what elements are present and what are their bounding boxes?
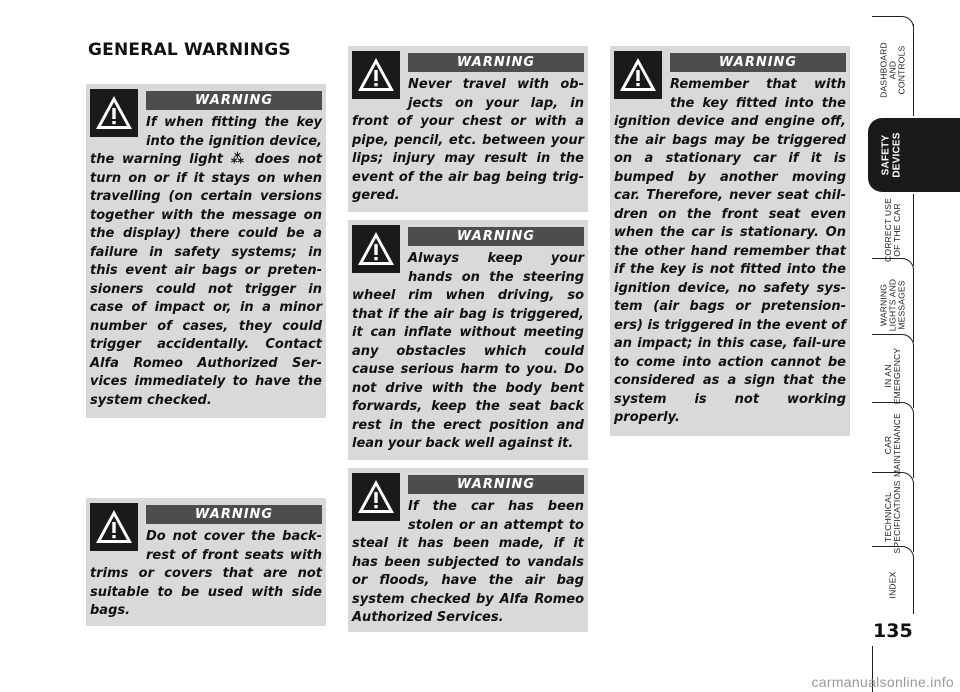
warning-heading: WARNING <box>146 91 322 110</box>
nav-tab-dashboard-and-controls[interactable] <box>872 24 914 116</box>
warning-text <box>90 114 322 410</box>
warning-box-seat-covers <box>86 498 326 626</box>
nav-tab-correct-use-of-the-car[interactable] <box>872 194 914 266</box>
warning-text-content: Remember that with the key fitted into the ignition device and engine off, the air bags may be triggered on a stationary car if it is bumped by another moving car. Therefore, never seat chil-dren on the front seat even when the car is stationary. On the other hand remember that if the key is not fitted into the ignition device, no safety sys-tem (air bags or pretension-ers) is triggered in the event of an impact; in this case, fail-ure to come into action cannot be considered as a sign that the system is not working properly. <box>614 77 846 425</box>
warning-box-stolen-car <box>348 468 588 632</box>
warning-heading: WARNING <box>670 53 846 72</box>
warning-text-content: Never travel with ob-jects on your lap, in front of your chest or with a pipe, pencil, etc. between your lips; injury may result in the event of the air bag being trig-gered. <box>352 77 584 203</box>
warning-text-content: If when fitting the key into the ignition device, the warning light ⁂ does not turn on or if it stays on when travelling (on certain versions together with the message on the display) there could be a failure in safety systems; in this event air bags or preten-sioners could not trigger in case of impact or, in a minor number of cases, they could trigger accidentally. Contact Alfa Romeo Authorized Ser-vices immediately to have the system checked. <box>90 115 322 408</box>
warning-heading: WARNING <box>408 227 584 246</box>
warning-text-content: Always keep your hands on the steering wheel rim when driving, so that if the air bag is triggered, it can inflate without meeting any obstacles which could cause serious harm to you. Do not drive with the body bent forwards, keep the seat back rest in the erect position and lean your back well against it. <box>352 251 584 451</box>
warning-text <box>614 76 846 428</box>
warning-text <box>352 76 584 206</box>
page-title: GENERAL WARNINGS <box>88 40 291 60</box>
warning-heading: WARNING <box>146 505 322 524</box>
nav-tab-label: DASHBOARD AND CONTROLS <box>878 42 906 98</box>
warning-text <box>90 528 322 621</box>
watermark: carmanualsonline.info <box>811 674 954 690</box>
nav-tab-label: TECHNICAL SPECIFICATIONS <box>882 480 902 554</box>
nav-tab-safety-devices[interactable] <box>868 118 960 192</box>
nav-tab-label: CORRECT USE OF THE CAR <box>882 198 902 262</box>
nav-tab-label: INDEX <box>887 571 897 599</box>
warning-heading: WARNING <box>408 475 584 494</box>
nav-tab-label: CAR MAINTENANCE <box>882 412 902 478</box>
nav-tab-label: IN AN EMERGENCY <box>882 347 902 405</box>
nav-tab-warning-lights-and-messages[interactable] <box>872 268 914 342</box>
warning-box-hands-on-wheel <box>348 220 588 460</box>
nav-tab-car-maintenance[interactable] <box>872 412 914 478</box>
nav-tab-index[interactable] <box>872 556 914 614</box>
warning-text <box>352 250 584 454</box>
warning-box-stationary-car <box>610 46 850 436</box>
nav-tab-technical-specifications[interactable] <box>872 482 914 552</box>
warning-text <box>352 498 584 628</box>
warning-text-content: Do not cover the back-rest of front seats with trims or covers that are not suitable to be used with side bags. <box>90 529 322 618</box>
warning-heading: WARNING <box>408 53 584 72</box>
nav-tab-label: WARNING LIGHTS AND MESSAGES <box>878 278 906 332</box>
nav-tab-label: SAFETY DEVICES <box>880 132 902 178</box>
warning-text-content: If the car has been stolen or an attempt to steal it has been made, if it has been subjected to vandals or floods, have the air bag system checked by Alfa Romeo Authorized Services. <box>352 499 584 625</box>
nav-tab-in-an-emergency[interactable] <box>872 344 914 408</box>
warning-box-ignition-light <box>86 84 326 418</box>
side-section-index <box>868 16 960 656</box>
warning-box-objects-on-lap <box>348 46 588 212</box>
page-number: 135 <box>873 620 913 642</box>
